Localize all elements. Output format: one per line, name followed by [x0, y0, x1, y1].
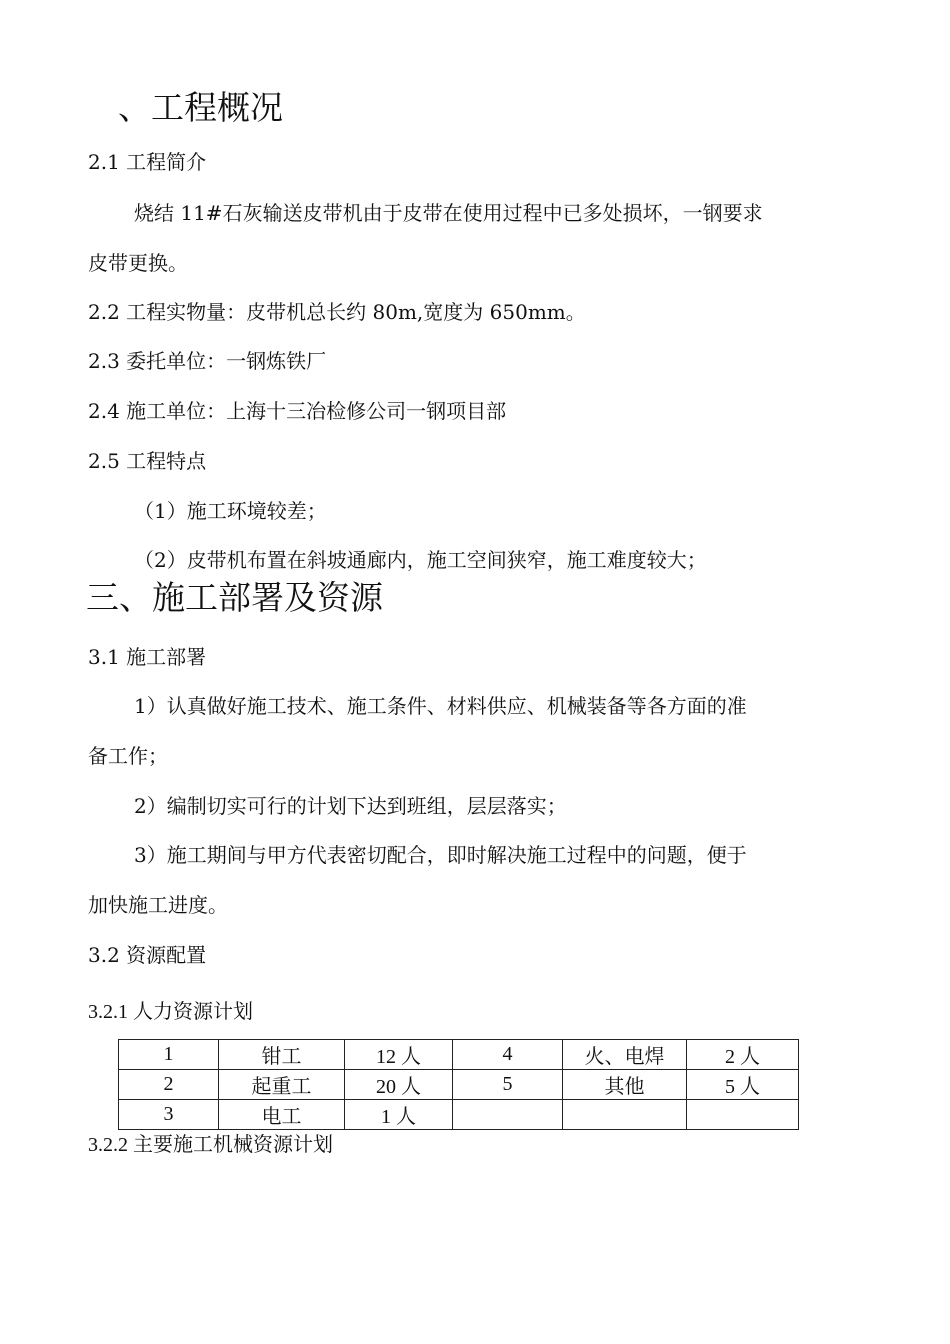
section-2-heading: 、工程概况 — [118, 88, 283, 127]
table-cell: 钳工 — [219, 1040, 345, 1070]
section-3-heading: 三、施工部署及资源 — [86, 578, 383, 617]
table-cell: 起重工 — [219, 1070, 345, 1100]
table-cell — [453, 1100, 563, 1130]
table-cell: 3 — [119, 1100, 219, 1130]
table-row — [119, 1040, 799, 1070]
subsection-3-1: 3.1 施工部署 — [88, 645, 207, 669]
feature-item-1: （1）施工环境较差； — [134, 499, 327, 523]
staff-plan-table — [118, 1039, 799, 1130]
deployment-item-3-line-2: 加快施工进度。 — [88, 893, 228, 917]
feature-item-2: （2）皮带机布置在斜坡通廊内，施工空间狭窄，施工难度较大； — [134, 548, 707, 572]
table-cell: 2 人 — [687, 1040, 799, 1070]
subsection-3-2-1: 3.2.1 人力资源计划 — [88, 1001, 253, 1023]
table-cell: 5 人 — [687, 1070, 799, 1100]
table-cell — [563, 1100, 687, 1130]
table-cell: 2 — [119, 1070, 219, 1100]
table-cell: 5 — [453, 1070, 563, 1100]
subsection-2-3: 2.3 委托单位：一钢炼铁厂 — [88, 349, 327, 373]
table-cell — [687, 1100, 799, 1130]
table-cell: 1 — [119, 1040, 219, 1070]
subsection-3-2: 3.2 资源配置 — [88, 943, 207, 967]
table-row — [119, 1100, 799, 1130]
table-cell: 火、电焊 — [563, 1040, 687, 1070]
subsection-3-2-2: 3.2.2 主要施工机械资源计划 — [88, 1134, 333, 1156]
intro-paragraph-line-2: 皮带更换。 — [88, 251, 188, 275]
subsection-2-4: 2.4 施工单位：上海十三冶检修公司一钢项目部 — [88, 399, 507, 423]
intro-paragraph-line-1: 烧结 11#石灰输送皮带机由于皮带在使用过程中已多处损坏，一钢要求 — [134, 201, 763, 225]
table-cell: 4 — [453, 1040, 563, 1070]
deployment-item-3-line-1: 3）施工期间与甲方代表密切配合，即时解决施工过程中的问题，便于 — [134, 843, 747, 867]
deployment-item-1-line-1: 1）认真做好施工技术、施工条件、材料供应、机械装备等各方面的准 — [134, 694, 747, 718]
table-cell: 电工 — [219, 1100, 345, 1130]
table-row — [119, 1070, 799, 1100]
deployment-item-2: 2）编制切实可行的计划下达到班组，层层落实； — [134, 794, 567, 818]
table-cell: 12 人 — [345, 1040, 453, 1070]
table-cell: 1 人 — [345, 1100, 453, 1130]
deployment-item-1-line-2: 备工作； — [88, 744, 168, 768]
subsection-2-5: 2.5 工程特点 — [88, 449, 207, 473]
subsection-2-2: 2.2 工程实物量：皮带机总长约 80m,宽度为 650mm。 — [88, 300, 586, 324]
subsection-2-1: 2.1 工程简介 — [88, 150, 207, 174]
table-cell: 其他 — [563, 1070, 687, 1100]
table-cell: 20 人 — [345, 1070, 453, 1100]
